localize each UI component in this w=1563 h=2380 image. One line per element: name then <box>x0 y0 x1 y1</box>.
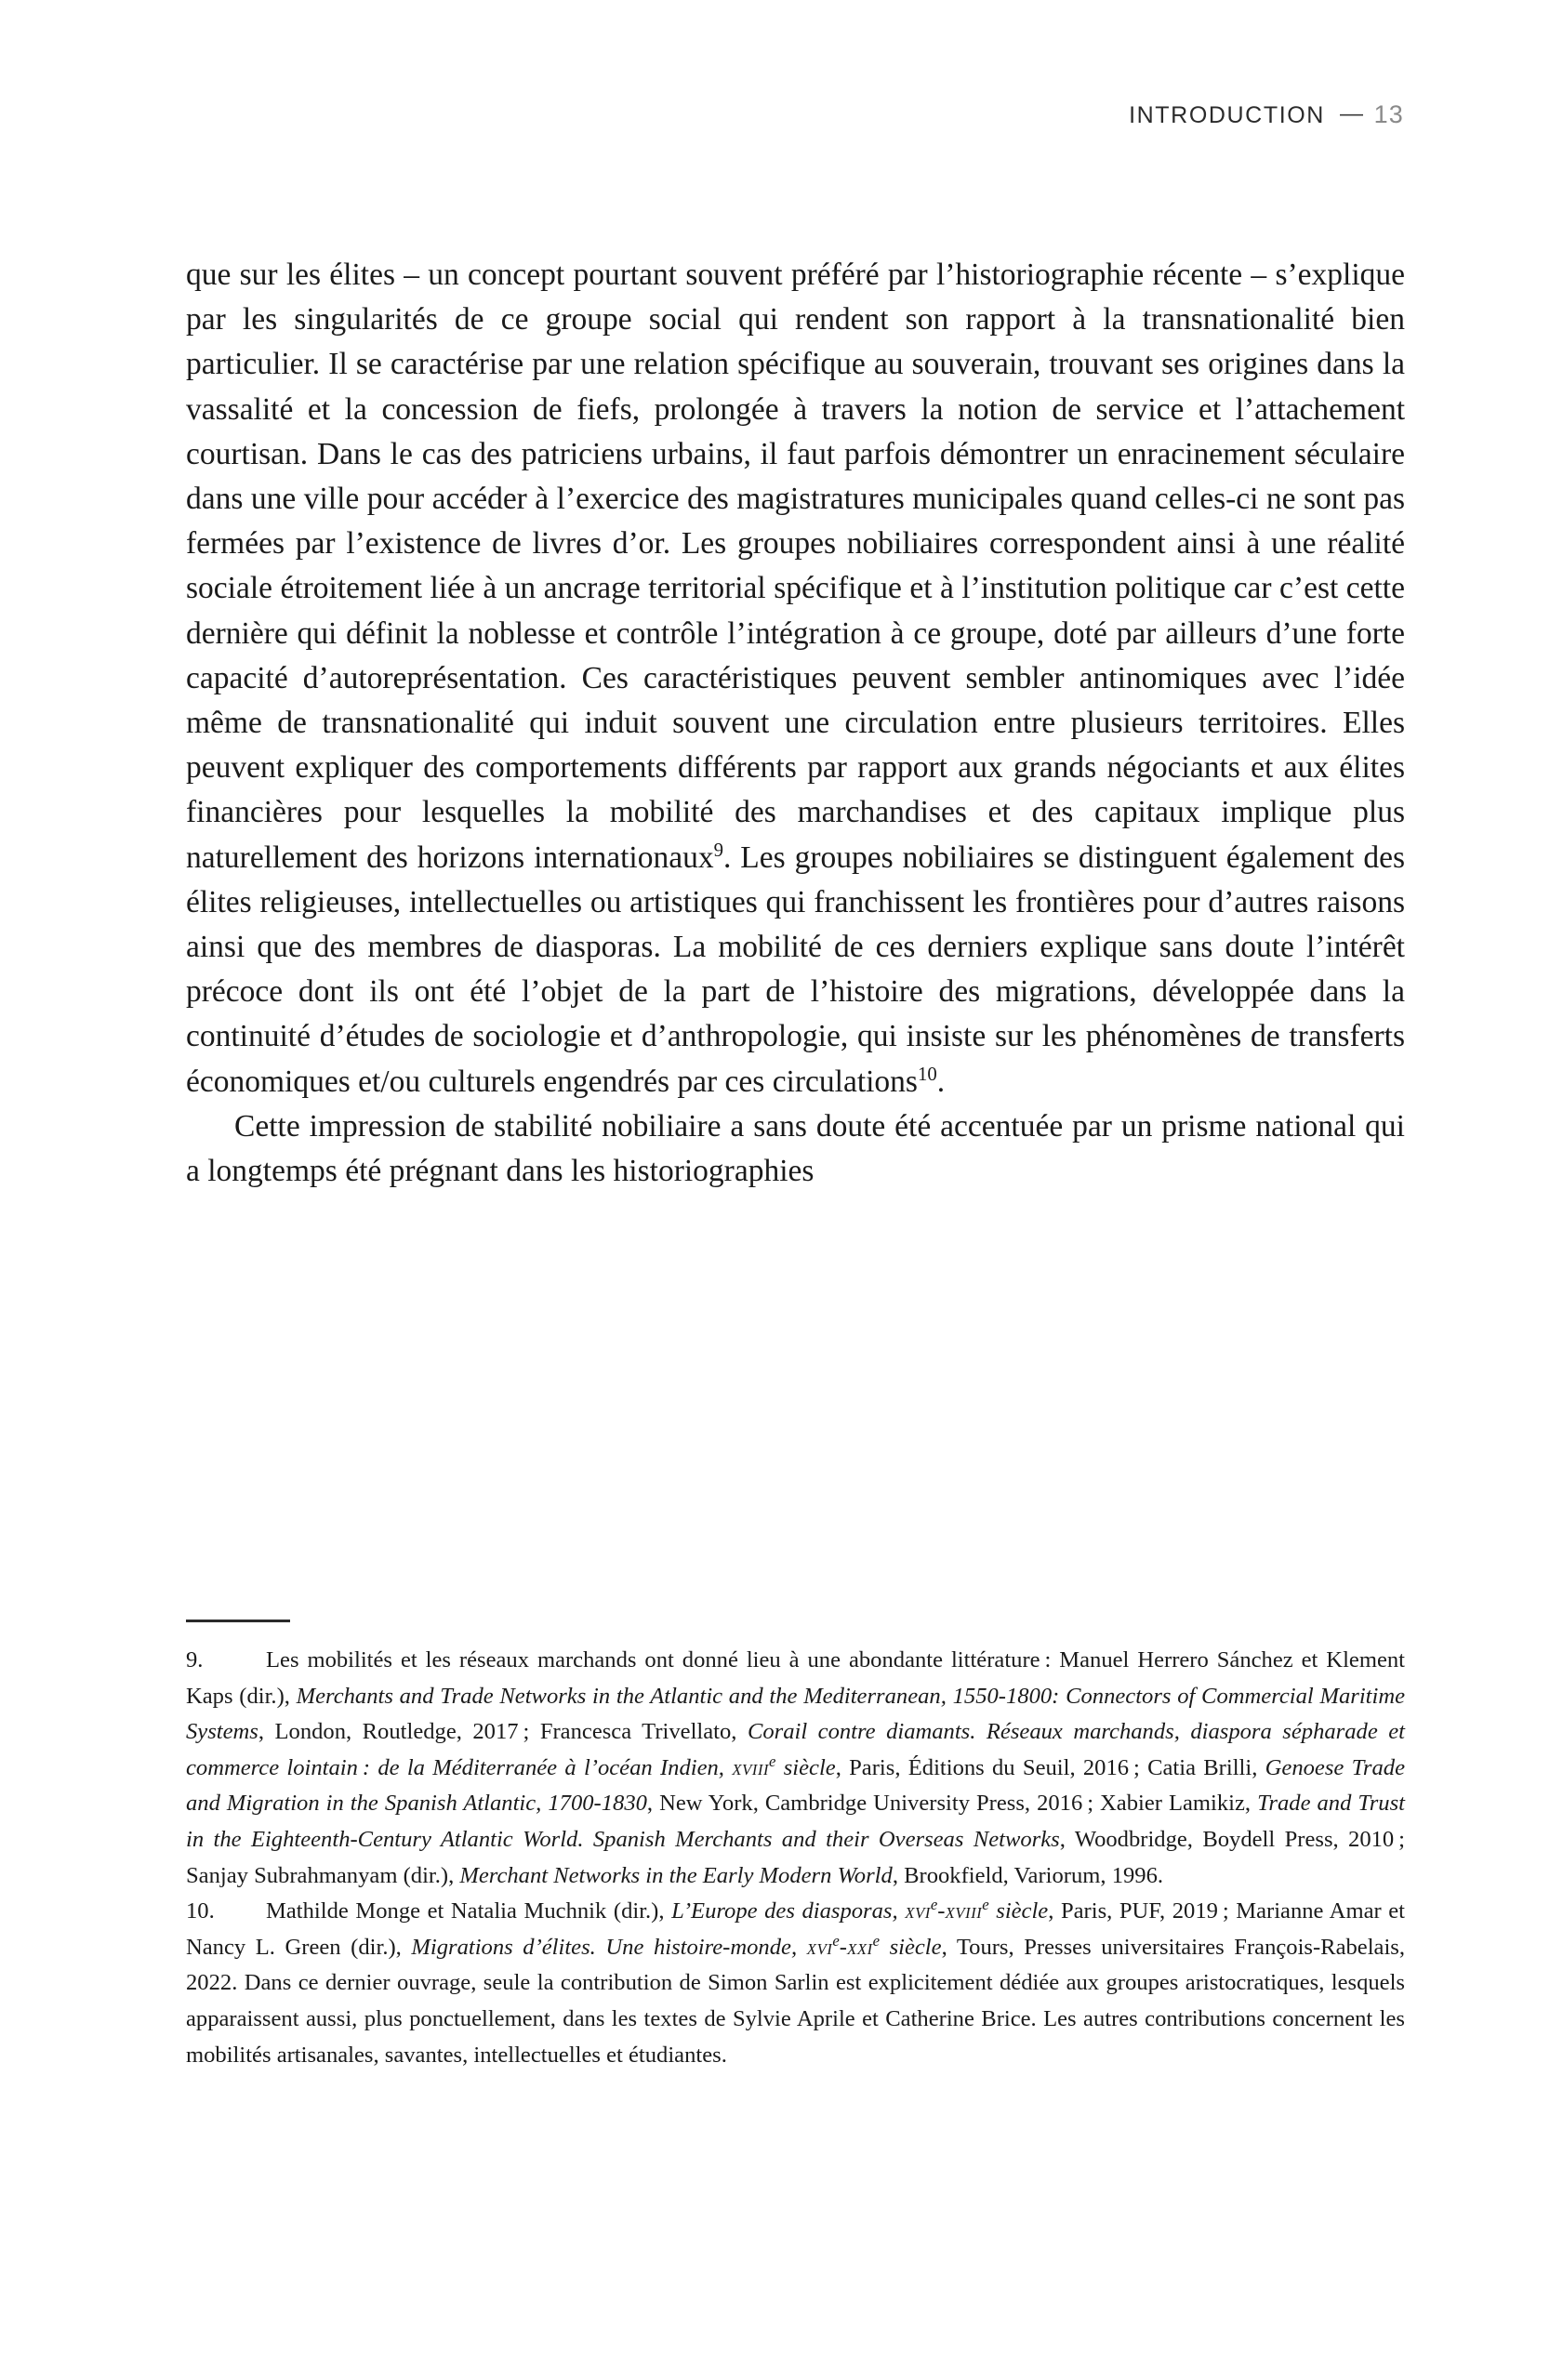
footnote-body: Mathilde Monge et Natalia Muchnik (dir.), L’Europe des diasporas, xvi$^e$-xviii$^e$ siècle, Paris, PUF, 2019 ; Marianne Amar et Nancy L. Green (dir.), Migrations d’élites. Une histoire-monde, xvi$^e$-xxi$^e$ siècle, Tours, Presses universitaires François-Rabelais, 2022. Dans ce dernier ouvrage, seule la contribution de Simon Sarlin est explicitement dédiée aux groupes aristocratiques, lesquels apparaissent aussi, plus ponctuellement, dans les textes de Sylvie Aprile et Catherine Brice. Les autres contributions concernent les mobilités artisanales, savantes, intellectuelles et étudiantes. <box>186 1895 1406 2068</box>
footnote-title-italic: siècle <box>775 1754 836 1780</box>
footnote-title-italic: Merchants and Trade Networks in the Atlantic and the Mediterranean, 1550-1800: Connectors of Commercial Maritime Systems <box>186 1683 1405 1745</box>
footnote-title-italic: L’Europe des diasporas, <box>671 1898 906 1924</box>
century-ordinal-exponent: e <box>872 1931 880 1950</box>
footnote-title-italic: Merchant Networks in the Early Modern World <box>459 1862 893 1888</box>
paragraph-text-after-ref: . Les groupes nobiliaires se distinguent également des élites religieuses, intellectuelles ou artistiques qui franchissent les frontières pour d’autres raisons ainsi que des membres de diasporas. La mobilité de ces derniers explique sans doute l’intérêt précoce dont ils ont été l’objet de la part de l’histoire des migrations, développée dans la continuité d’études de sociologie et d’anthropologie, qui insiste sur les phénomènes de transferts économiques et/ou culturels engendrés par ces circulations <box>186 840 1406 1099</box>
footnote-section <box>186 1620 1405 2073</box>
century-ordinal-exponent: e <box>982 1895 989 1913</box>
paragraph-text-tail: . <box>936 1064 946 1099</box>
footnote-body: Les mobilités et les réseaux marchands ont donné lieu à une abondante littérature : Manuel Herrero Sánchez et Klement Kaps (dir.), Merchants and Trade Networks in the Atlantic and the Mediterranean, 1550-1800: Connectors of Commercial Maritime Systems, London, Routledge, 2017 ; Francesca Trivellato, Corail contre diamants. Réseaux marchands, diaspora sépharade et commerce lointain : de la Méditerranée à l’océan Indien, xviii$^e$ siècle, Paris, Éditions du Seuil, 2016 ; Catia Brilli, Genoese Trade and Migration in the Spanish Atlantic, 1700-1830, New York, Cambridge University Press, 2016 ; Xabier Lamikiz, Trade and Trust in the Eighteenth-Century Atlantic World. Spanish Merchants and their Overseas Networks, Woodbridge, Boydell Press, 2010 ; Sanjay Subrahmanyam (dir.), Merchant Networks in the Early Modern World, Brookfield, Variorum, 1996. <box>186 1647 1405 1888</box>
footnote-separator-rule <box>186 1620 290 1622</box>
footnote-title-italic: Corail contre diamants. Réseaux marchands, diaspora sépharade et commerce lointain : de la Méditerranée à l’océan Indien, <box>186 1719 1405 1780</box>
footnote-title-italic: - <box>937 1898 946 1924</box>
footnote-9 <box>186 1643 1405 1894</box>
footnote-title-italic: siècle <box>988 1898 1049 1924</box>
paragraph-continued <box>186 253 1405 1104</box>
running-head <box>186 100 1404 129</box>
footnote-title-italic: Genoese Trade and Migration in the Spanish Atlantic, 1700-1830 <box>186 1754 1405 1817</box>
footnote-title-italic: - <box>839 1934 847 1960</box>
footnote-number: 10. <box>186 1898 215 1924</box>
footnote-reference-10[interactable]: 10 <box>917 1063 937 1085</box>
footnote-title-italic: Trade and Trust in the Eighteenth-Century Atlantic World. Spanish Merchants and their Overseas Networks <box>186 1791 1405 1852</box>
century-smallcaps: xvi <box>806 1934 833 1960</box>
century-smallcaps: xviii <box>732 1754 769 1780</box>
running-head-label: INTRODUCTION <box>1129 102 1325 128</box>
century-smallcaps: xxi <box>846 1934 873 1960</box>
century-ordinal-exponent: e <box>832 1931 840 1950</box>
paragraph-new: Cette impression de stabilité nobiliaire a sans doute été accentuée par un prisme national qui a longtemps été prégnant dans les historiographies <box>186 1108 1405 1189</box>
footnote-title-italic: Migrations d’élites. Une histoire-monde, <box>411 1934 807 1960</box>
running-head-ornament: — <box>1339 100 1365 126</box>
footnote-number: 9. <box>186 1647 204 1673</box>
page-number: 13 <box>1373 100 1404 128</box>
footnote-title-italic: siècle <box>880 1934 942 1960</box>
century-ordinal-exponent: e <box>930 1895 938 1913</box>
body-text <box>186 253 1405 1194</box>
paragraph-text: que sur les élites – un concept pourtant souvent préféré par l’historiographie récente – s’explique par les singularités de ce groupe social qui rendent son rapport à la transnationalité bien particulier. Il se caractérise par une relation spécifique au souverain, trouvant ses origines dans la vassalité et la concession de fiefs, prolongée à travers la notion de service et l’attachement courtisan. Dans le cas des patriciens urbains, il faut parfois démontrer un enracinement séculaire dans une ville pour accéder à l’exercice des magistratures municipales quand celles-ci ne sont pas fermées par l’existence de livres d’or. Les groupes nobiliaires correspondent ainsi à une réalité sociale étroitement liée à un ancrage territorial spécifique et à l’institution politique car c’est cette dernière qui définit la noblesse et contrôle l’intégration à ce groupe, doté par ailleurs d’une forte capacité d’autoreprésentation. Ces caractéristiques peuvent sembler antinomiques avec l’idée même de transnationalité qui induit souvent une circulation entre plusieurs territoires. Elles peuvent expliquer des comportements différents par rapport aux grands négociants et aux élites financières pour lesquelles la mobilité des marchandises et des capitaux implique plus naturellement des horizons internationaux <box>186 258 1405 875</box>
century-smallcaps: xviii <box>945 1898 983 1924</box>
century-ordinal-exponent: e <box>769 1752 776 1770</box>
century-smallcaps: xvi <box>905 1898 931 1924</box>
footnote-reference-9[interactable]: 9 <box>713 839 723 861</box>
footnote-10 <box>186 1894 1405 2073</box>
